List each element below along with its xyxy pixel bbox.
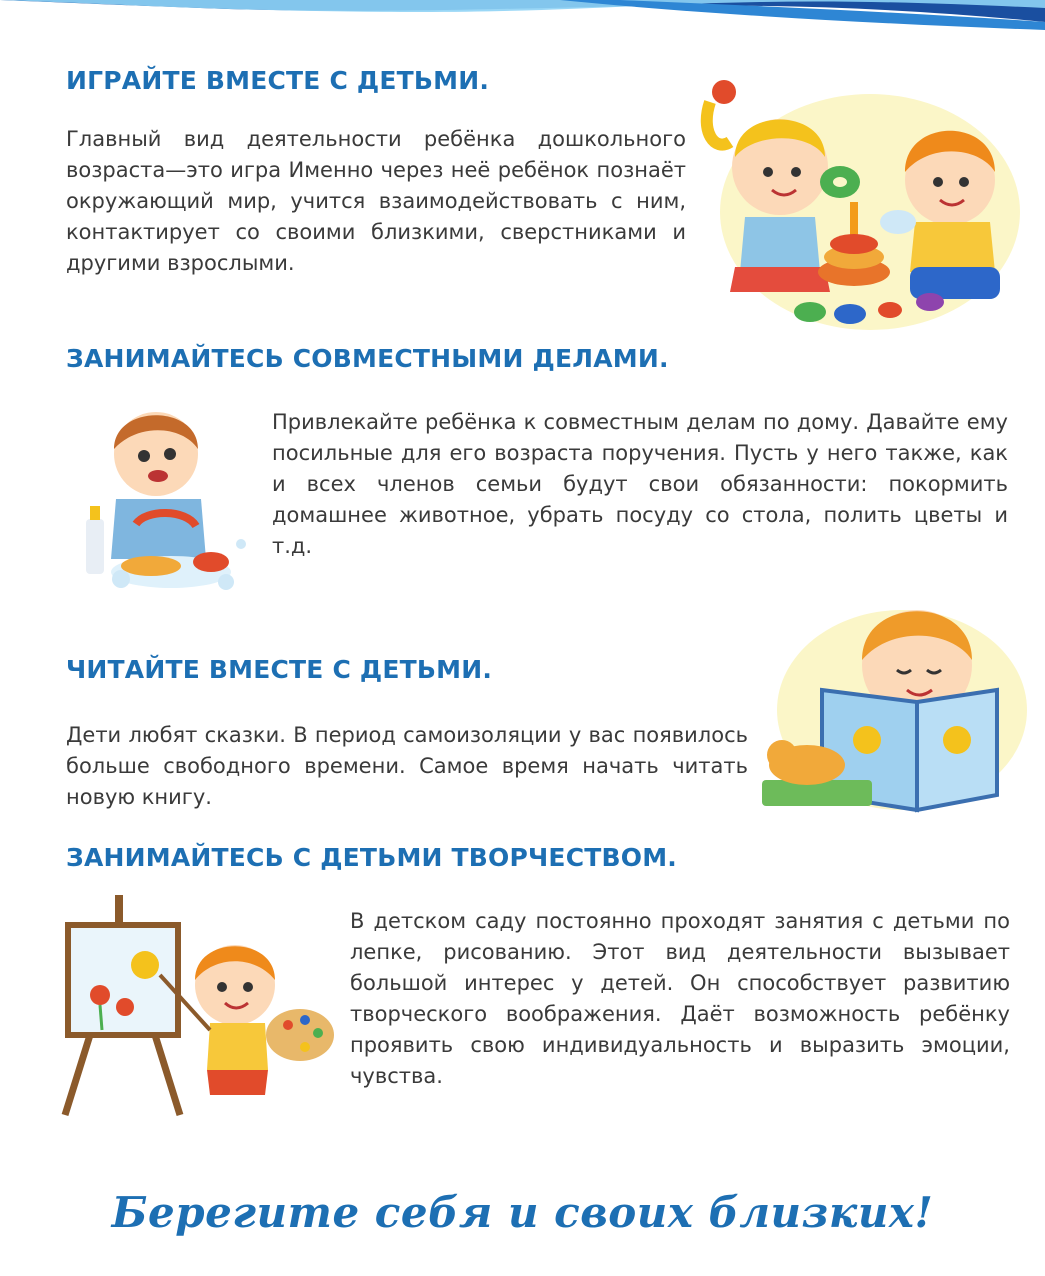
section-text-chores: Привлекайте ребёнка к совместным делам по дому. Давайте ему посильные для его возраста поручения. Пусть у него также, как и всех членов семьи будут свои обязанности: покормить домашнее животное, убрать посуду со стола, полить цветы и т.д. [272, 410, 1008, 558]
section-text-creativity: В детском саду постоянно проходят занятия с детьми по лепке, рисованию. Этот вид деятельности вызывает большой интерес у детей. Он способствует развитию творческого воображения. Даёт возможность ребёнку проявить свою индивидуальность и выразить эмоции, чувства. [350, 909, 1010, 1088]
section-heading-chores: ЗАНИМАЙТЕСЬ СОВМЕСТНЫМИ ДЕЛАМИ. [66, 344, 669, 373]
section-heading-reading: ЧИТАЙТЕ ВМЕСТЕ С ДЕТЬМИ. [66, 655, 493, 684]
child-reading-book-illustration [752, 590, 1030, 822]
section-heading-creativity: ЗАНИМАЙТЕСЬ С ДЕТЬМИ ТВОРЧЕСТВОМ. [66, 843, 677, 872]
section-text-play: Главный вид деятельности ребёнка дошкольного возраста—это игра Именно через неё ребёнок познаёт окружающий мир, учится взаимодействовать с ним, контактирует со своими близкими, сверстниками и другими взрослыми. [66, 127, 686, 275]
boy-washing-dishes-illustration [76, 394, 266, 604]
top-wave-decoration [0, 0, 1045, 40]
footer-slogan: Берегите себя и своих близких! [111, 1188, 934, 1237]
section-text-reading: Дети любят сказки. В период самоизоляции у вас появилось больше свободного времени. Самое время начать читать новую книгу. [66, 723, 748, 809]
children-playing-illustration [700, 62, 1030, 338]
section-heading-play: ИГРАЙТЕ ВМЕСТЕ С ДЕТЬМИ. [66, 66, 490, 95]
boy-painting-illustration [50, 895, 340, 1119]
